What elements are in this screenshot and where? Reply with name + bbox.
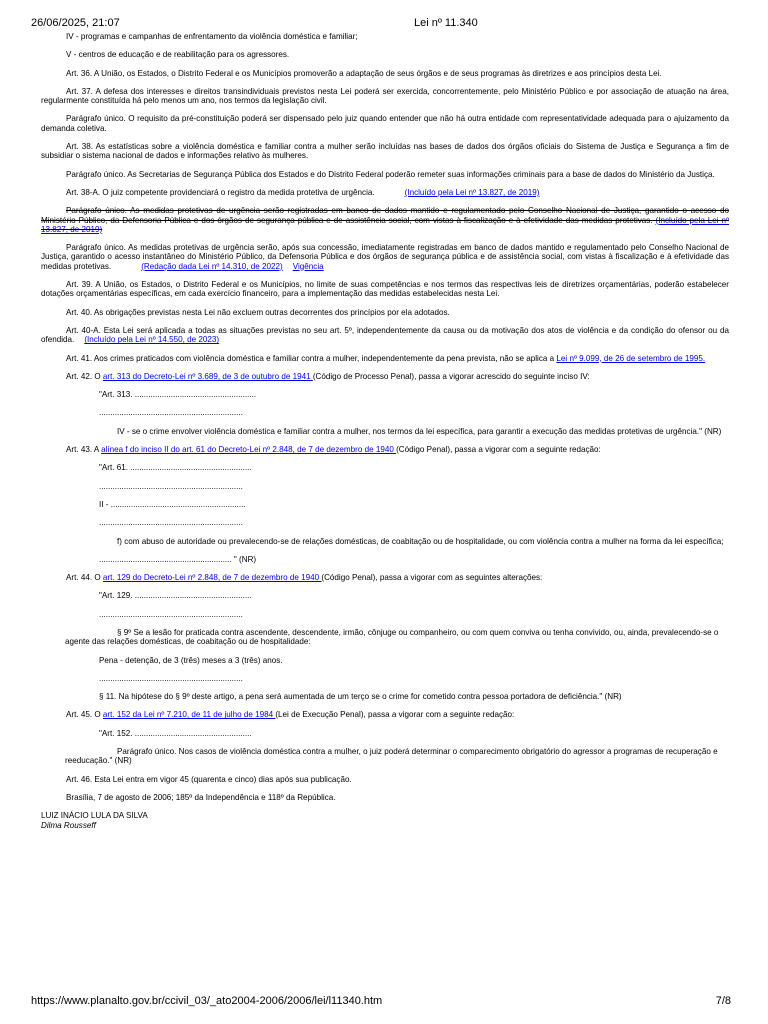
art-37: Art. 37. A defesa dos interesses e direitos transindividuais previstos nesta Lei poderá ser exercida, concorrentemente, pelo Ministério Público e por associação de atuação na área, regularmente constituída há pelo menos um ano, nos termos da legislação civil. [41, 86, 729, 106]
art-42-quote-3: IV - se o crime envolver violência doméstica e familiar contra a mulher, nos termos da lei específica, para garantir a execução das medidas protetivas de urgência." (NR) [117, 426, 722, 436]
art-41-text: Art. 41. Aos crimes praticados com violência doméstica e familiar contra a mulher, independentemente da pena prevista, não se aplica a [66, 353, 557, 363]
art-44 [41, 573, 729, 582]
page-title: Lei nº 11.340 [414, 17, 478, 29]
art-38a-paragrafo-amendment-link[interactable]: (Redação dada Lei nº 14.310, de 2022) [141, 261, 283, 271]
lep-art-152-link[interactable]: art. 152 da Lei nº 7.210, de 11 de julho de 1984 [102, 710, 276, 720]
print-timestamp: 26/06/2025, 21:07 [31, 17, 120, 29]
art-45-suffix: (Lei de Execução Penal), passa a vigorar com a seguinte redação: [275, 710, 515, 720]
art-43-quote-2: ................................................................ [99, 481, 243, 491]
cpp-art-313-link[interactable]: art. 313 do Decreto-Lei nº 3.689, de 3 de outubro de 1941 [102, 371, 313, 381]
art-44-quote-5: ................................................................ [99, 673, 243, 683]
art-40a-text: Art. 40-A. Esta Lei será aplicada a todas as situações previstas no seu art. 5º, independentemente da causa ou da motivação dos atos de violência e da condição do ofensor ou da ofendida. [41, 325, 729, 345]
art-44-prefix: Art. 44. O [66, 573, 103, 583]
art-38a-amendment-link[interactable]: (Incluído pela Lei nº 13.827, de 2019) [404, 187, 540, 197]
art-38a-paragrafo-revoked-text: Parágrafo único. As medidas protetivas de urgência serão registradas em banco de dados mantido e regulamentado pelo Conselho Nacional de Justiça, garantido o acesso do Ministério Público, da Defensoria Pública e dos órgãos de segurança pública e de assistência social, com vistas à fiscalização e à efetividade das medidas protetivas. [41, 206, 729, 225]
art-38: Art. 38. As estatísticas sobre a violência doméstica e familiar contra a mulher serão incluídas nas bases de dados dos órgãos oficiais do Sistema de Justiça e Segurança a fim de subsidiar o sistema nacional de dados e informações relativo às mulheres. [41, 142, 729, 161]
signature-president: LUIZ INÁCIO LULA DA SILVA [41, 811, 148, 821]
art-42-quote-2: ................................................................ [99, 408, 243, 418]
art-46: Art. 46. Esta Lei entra em vigor 45 (quarenta e cinco) dias após sua publicação. [66, 774, 352, 784]
art-44-quote-1: "Art. 129. .................................................... [99, 591, 252, 601]
art-39: Art. 39. A União, os Estados, o Distrito Federal e os Municípios, no limite de suas competências e nos termos das respectivas leis de diretrizes orçamentárias, poderão estabelecer dotações orçamentárias específicas, em cada exercício financeiro, para a implementação das medidas estabelecidas nesta Lei. [41, 280, 729, 299]
art-44-quote-6: § 11. Na hipótese do § 9º deste artigo, a pena será aumentada de um terço se o crime for cometido contra pessoa portadora de deficiência." (NR) [99, 692, 622, 702]
lei-9099-link[interactable]: Lei nº 9.099, de 26 de setembro de 1995. [556, 353, 706, 363]
art-42-quote-1: "Art. 313. ...................................................... [99, 390, 257, 400]
art-38a-text: Art. 38-A. O juiz competente providenciará o registro da medida protetiva de urgência. [66, 187, 375, 197]
law-document [41, 32, 729, 830]
art-43-suffix: (Código Penal), passa a vigorar com a seguinte redação: [396, 445, 601, 455]
art-43-quote-3: II - ............................................................ [99, 499, 246, 509]
art-43-quote-5: f) com abuso de autoridade ou prevalecendo-se de relações domésticas, de coabitação ou de hospitalidade, ou com violência contra a mulher na forma da lei específica; [117, 536, 724, 546]
art-36: Art. 36. A União, os Estados, o Distrito Federal e os Municípios promoverão a adaptação de seus órgãos e de seus programas às diretrizes e aos princípios desta Lei. [66, 68, 662, 78]
art-44-quote-2: ................................................................ [99, 609, 243, 619]
art-38a-paragrafo-revoked [41, 206, 729, 234]
art-40a [41, 326, 729, 345]
art-40a-amendment-link[interactable]: (Incluído pela Lei nº 14.550, de 2023) [84, 335, 220, 345]
art-44-quote-4: Pena - detenção, de 3 (três) meses a 3 (três) anos. [99, 655, 283, 665]
art-43 [41, 445, 729, 454]
art-45-quote-1: "Art. 152. .................................................... [99, 728, 252, 738]
cp-art-129-link[interactable]: art. 129 do Decreto-Lei nº 2.848, de 7 de dezembro de 1940 [102, 573, 322, 583]
signing-date: Brasília, 7 de agosto de 2006; 185º da Independência e 118º da República. [66, 792, 336, 802]
art-42 [41, 372, 729, 381]
vigencia-link[interactable]: Vigência [292, 261, 324, 271]
art-38a-paragrafo [41, 243, 729, 271]
art-45 [41, 710, 729, 719]
art-38-paragrafo: Parágrafo único. As Secretarias de Segurança Pública dos Estados e do Distrito Federal poderão remeter suas informações criminais para a base de dados do Ministério da Justiça. [66, 169, 715, 179]
art-44-suffix: (Código Penal), passa a vigorar com as seguintes alterações: [321, 573, 543, 583]
art-43-quote-4: ................................................................ [99, 518, 243, 528]
signature-minister: Dilma Rousseff [41, 820, 96, 830]
art-38a-paragrafo-text: Parágrafo único. As medidas protetivas de urgência serão, após sua concessão, imediatamente registradas em banco de dados mantido e regulamentado pelo Conselho Nacional de Justiça, garantido o acesso instantâneo do Ministério Público, da Defensoria Pública e dos órgãos de segurança pública e de assistência social, com vistas à fiscalização e à efetividade das medidas protetivas. [41, 243, 729, 271]
art-42-suffix: (Código de Processo Penal), passa a vigorar acrescido do seguinte inciso IV: [312, 371, 590, 381]
art-43-quote-1: "Art. 61. ...................................................... [99, 463, 252, 473]
inciso-iv: IV - programas e campanhas de enfrentamento da violência doméstica e familiar; [66, 32, 358, 41]
art-38a [41, 188, 729, 197]
art-38a-paragrafo-revoked-link[interactable]: (Incluído pela Lei nº 13.827, de 2019) [41, 215, 729, 234]
art-37-paragrafo: Parágrafo único. O requisito da pré-constituição poderá ser dispensado pelo juiz quando entender que não há outra entidade com representatividade adequada para o ajuizamento da demanda coletiva. [41, 114, 729, 133]
art-40: Art. 40. As obrigações previstas nesta Lei não excluem outras decorrentes dos princípios por ela adotados. [66, 307, 450, 317]
art-43-quote-6: ........................................................... " (NR) [99, 554, 257, 564]
cp-art-61-link[interactable]: alínea f do inciso II do art. 61 do Decreto-Lei nº 2.848, de 7 de dezembro de 1940 [101, 445, 397, 455]
page-url: https://www.planalto.gov.br/ccivil_03/_ato2004-2006/2006/lei/l11340.htm [31, 995, 383, 1007]
art-41 [41, 354, 729, 363]
page-number: 7/8 [715, 995, 731, 1007]
art-44-quote-3: § 9º Se a lesão for praticada contra ascendente, descendente, irmão, cônjuge ou companheiro, ou com quem conviva ou tenha convivido, ou, ainda, prevalecendo-se o agente das relações domésticas, de coabitação ou de hospitalidade: [65, 627, 719, 647]
art-45-quote-2: Parágrafo único. Nos casos de violência doméstica contra a mulher, o juiz poderá determinar o comparecimento obrigatório do agressor a programas de recuperação e reeducação." (NR) [65, 747, 718, 766]
art-42-prefix: Art. 42. O [66, 371, 103, 381]
art-45-prefix: Art. 45. O [66, 710, 103, 720]
inciso-v: V - centros de educação e de reabilitação para os agressores. [66, 50, 290, 60]
art-43-prefix: Art. 43. A [66, 445, 102, 455]
